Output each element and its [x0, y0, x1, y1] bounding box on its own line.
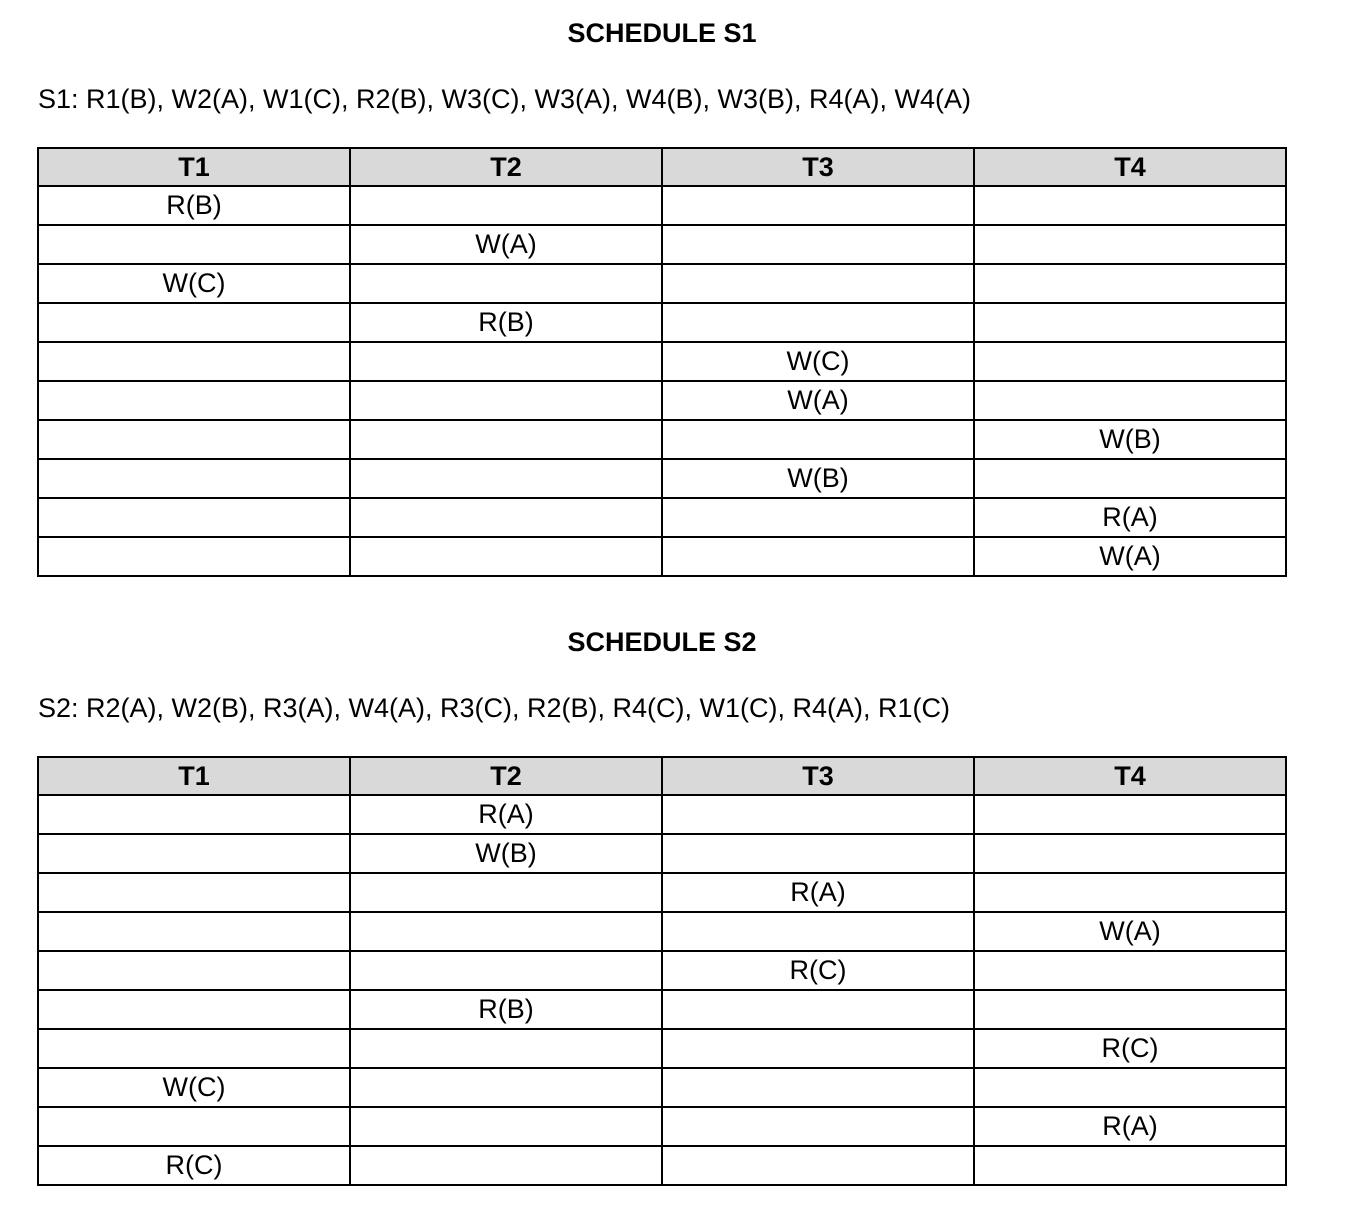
table-cell [974, 1146, 1286, 1185]
table-header-row [38, 757, 1286, 795]
table-cell [38, 459, 350, 498]
table-row [38, 342, 1286, 381]
table-cell [350, 342, 662, 381]
table-cell [662, 537, 974, 576]
table-cell: R(B) [350, 303, 662, 342]
table-cell: R(A) [350, 795, 662, 834]
table-cell [974, 342, 1286, 381]
table-cell [38, 1029, 350, 1068]
table-cell: R(C) [662, 951, 974, 990]
table-cell: W(C) [662, 342, 974, 381]
schedule-s2-title: SCHEDULE S2 [567, 627, 757, 657]
schedule-s2-sequence: S2: R2(A), W2(B), R3(A), W4(A), R3(C), R2(B), R4(C), W1(C), R4(A), R1(C) [38, 693, 951, 723]
table-cell [350, 1029, 662, 1068]
table-cell [974, 834, 1286, 873]
table-row [38, 873, 1286, 912]
table-cell [662, 186, 974, 225]
table-cell: W(A) [974, 912, 1286, 951]
table-cell [662, 498, 974, 537]
column-header-t2: T2 [350, 757, 662, 795]
column-header-t4: T4 [974, 148, 1286, 186]
table-cell [38, 537, 350, 576]
column-header-t2: T2 [350, 148, 662, 186]
schedule-s1-table [37, 147, 1287, 577]
column-header-t3: T3 [662, 148, 974, 186]
table-cell [38, 498, 350, 537]
table-cell: W(B) [350, 834, 662, 873]
table-cell [974, 795, 1286, 834]
table-cell [350, 264, 662, 303]
table-cell [974, 303, 1286, 342]
table-row [38, 381, 1286, 420]
table-cell [974, 1068, 1286, 1107]
table-cell: W(A) [974, 537, 1286, 576]
table-row [38, 186, 1286, 225]
column-header-t1: T1 [38, 757, 350, 795]
table-row [38, 912, 1286, 951]
table-cell: W(A) [350, 225, 662, 264]
table-cell [38, 342, 350, 381]
table-row [38, 420, 1286, 459]
table-cell [350, 459, 662, 498]
table-row [38, 303, 1286, 342]
table-cell [350, 1068, 662, 1107]
table-cell [662, 264, 974, 303]
table-cell: R(B) [38, 186, 350, 225]
table-cell: W(C) [38, 264, 350, 303]
table-cell [974, 951, 1286, 990]
table-cell [974, 264, 1286, 303]
table-cell [974, 225, 1286, 264]
table-cell [974, 381, 1286, 420]
table-cell: W(B) [974, 420, 1286, 459]
schedule-s1-sequence: S1: R1(B), W2(A), W1(C), R2(B), W3(C), W3(A), W4(B), W3(B), R4(A), W4(A) [38, 84, 971, 114]
table-cell [662, 1068, 974, 1107]
table-cell [350, 873, 662, 912]
table-cell [38, 381, 350, 420]
table-row [38, 795, 1286, 834]
table-cell: W(B) [662, 459, 974, 498]
table-cell [662, 990, 974, 1029]
table-cell: R(A) [662, 873, 974, 912]
schedule-s1-title: SCHEDULE S1 [567, 18, 757, 48]
table-cell [350, 537, 662, 576]
table-cell: W(A) [662, 381, 974, 420]
table-cell [38, 420, 350, 459]
table-cell [974, 873, 1286, 912]
table-cell [662, 834, 974, 873]
table-cell: R(C) [974, 1029, 1286, 1068]
column-header-t4: T4 [974, 757, 1286, 795]
table-cell: R(C) [38, 1146, 350, 1185]
table-row [38, 459, 1286, 498]
table-cell [974, 186, 1286, 225]
table-row [38, 264, 1286, 303]
table-cell: W(C) [38, 1068, 350, 1107]
table-cell [662, 1107, 974, 1146]
table-cell [662, 912, 974, 951]
table-cell [350, 186, 662, 225]
table-cell: R(A) [974, 1107, 1286, 1146]
table-cell [38, 1107, 350, 1146]
table-cell [350, 951, 662, 990]
table-cell [38, 834, 350, 873]
table-cell [662, 1029, 974, 1068]
table-cell [38, 912, 350, 951]
table-row [38, 1029, 1286, 1068]
table-cell [350, 498, 662, 537]
table-row [38, 834, 1286, 873]
table-cell [662, 225, 974, 264]
table-cell [38, 225, 350, 264]
table-row [38, 537, 1286, 576]
table-row [38, 1068, 1286, 1107]
table-row [38, 1107, 1286, 1146]
table-cell: R(A) [974, 498, 1286, 537]
table-cell [38, 303, 350, 342]
table-cell [38, 795, 350, 834]
table-row [38, 990, 1286, 1029]
table-cell [662, 303, 974, 342]
table-cell: R(B) [350, 990, 662, 1029]
table-row [38, 951, 1286, 990]
table-cell [38, 873, 350, 912]
table-cell [662, 1146, 974, 1185]
table-row [38, 498, 1286, 537]
table-cell [38, 951, 350, 990]
table-cell [662, 795, 974, 834]
table-header-row [38, 148, 1286, 186]
table-cell [350, 381, 662, 420]
table-row [38, 1146, 1286, 1185]
column-header-t1: T1 [38, 148, 350, 186]
table-cell [350, 912, 662, 951]
column-header-t3: T3 [662, 757, 974, 795]
table-cell [350, 420, 662, 459]
table-cell [350, 1107, 662, 1146]
table-cell [974, 459, 1286, 498]
table-cell [974, 990, 1286, 1029]
table-cell [38, 990, 350, 1029]
table-cell [350, 1146, 662, 1185]
table-cell [662, 420, 974, 459]
schedule-s2-table [37, 756, 1287, 1186]
table-row [38, 225, 1286, 264]
